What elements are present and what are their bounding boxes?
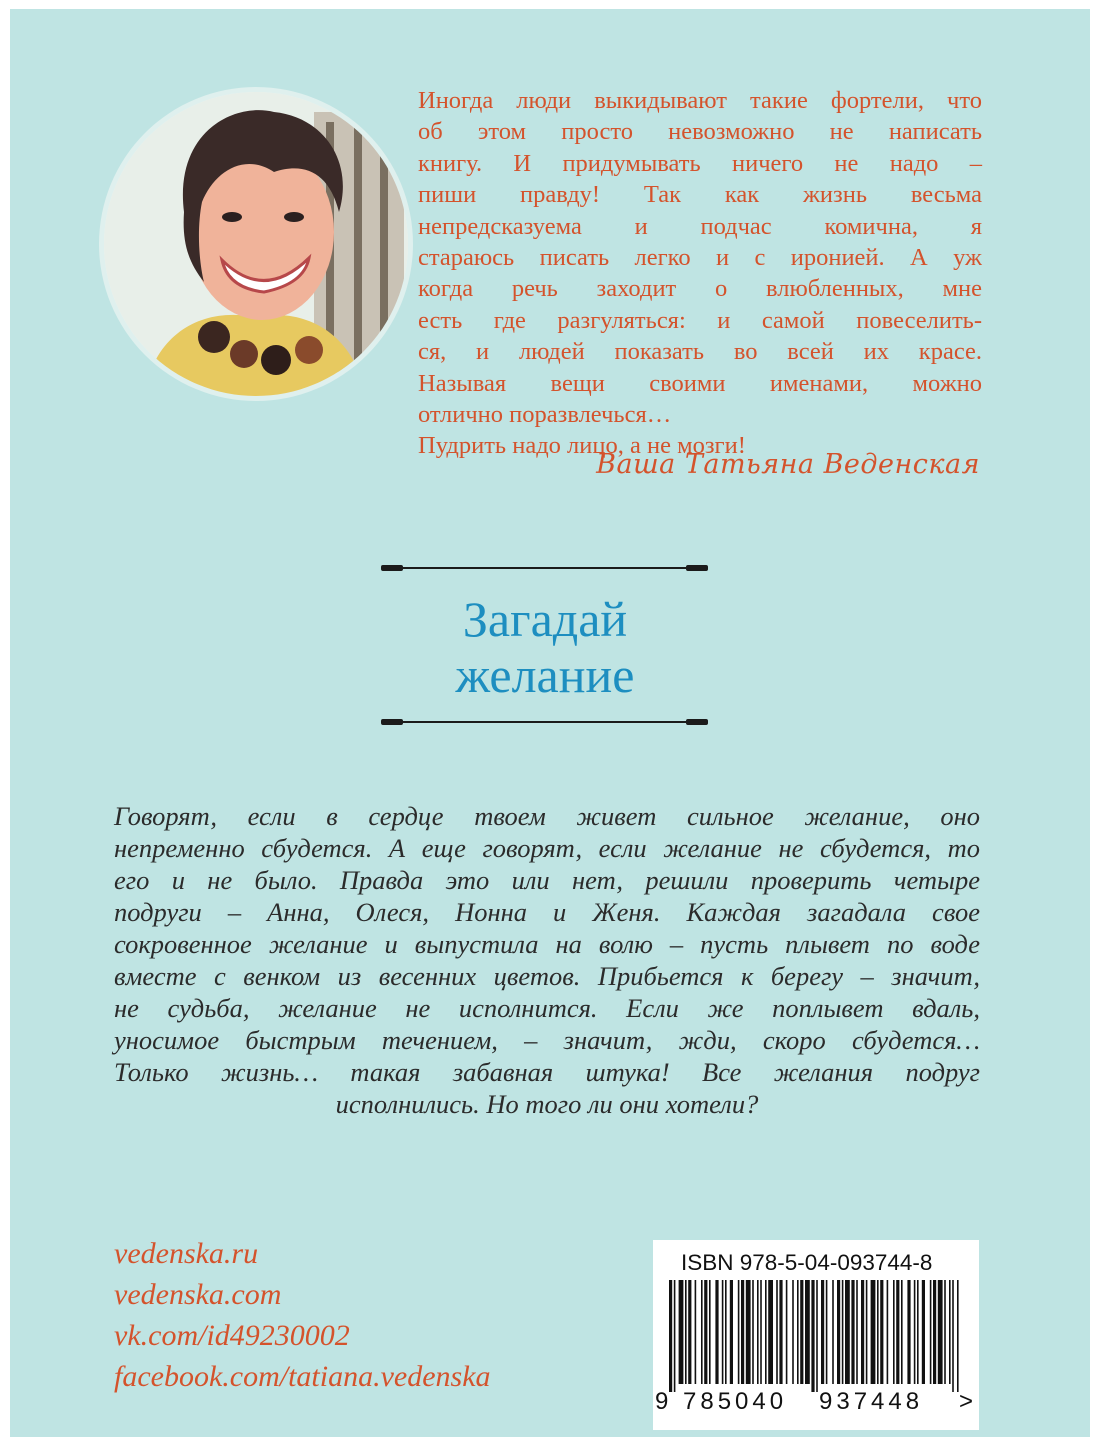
link-facebook[interactable]: facebook.com/tatiana.vedenska	[114, 1360, 491, 1393]
book-title	[340, 591, 750, 703]
description-line: уносимое быстрым течением, – значит, жди, скоро сбудется…	[114, 1025, 980, 1055]
quote-line: об этом просто невозможно не написать	[418, 118, 982, 146]
link-vk[interactable]: vk.com/id49230002	[114, 1319, 350, 1352]
barcode-digit-first: 9	[655, 1388, 669, 1415]
description-line: подруги – Анна, Олеся, Нонна и Женя. Каждая загадала свое	[114, 897, 980, 927]
description-line: непременно сбудется. А еще говорят, если желание не сбудется, то	[114, 833, 980, 863]
quote-line: Пудрить надо лицо, а не мозги!	[418, 432, 746, 460]
author-signature: Ваша Татьяна Веденская	[596, 449, 980, 480]
quote-line: непредсказуема и подчас комична, я	[418, 212, 982, 240]
book-back-cover	[10, 9, 1090, 1437]
description-line: Говорят, если в сердце твоем живет сильное желание, оно	[114, 801, 980, 831]
author-quote	[418, 85, 982, 462]
author-links	[114, 1233, 491, 1397]
description-line: вместе с венком из весенних цветов. Прибьется к берегу – значит,	[114, 961, 980, 991]
quote-line: Иногда люди выкидывают такие фортели, что	[418, 87, 982, 114]
author-photo	[104, 92, 408, 396]
quote-line: ся, и людей показать во всей их красе.	[418, 338, 982, 366]
barcode-bars	[667, 1280, 965, 1392]
quote-line: есть где разгуляться: и самой повеселить-	[418, 306, 982, 334]
quote-line: стараюсь писать легко и с иронией. А уж	[418, 244, 982, 272]
description-line: его и не было. Правда это или нет, решили проверить четыре	[114, 865, 980, 895]
quote-line: когда речь заходит о влюбленных, мне	[418, 275, 982, 303]
description-line: не судьба, желание не исполнится. Если же поплывет вдаль,	[114, 993, 980, 1023]
quote-line: Называя вещи своими именами, можно	[418, 369, 982, 397]
book-title-line: Загадай	[462, 591, 628, 647]
isbn-barcode	[653, 1240, 979, 1430]
title-divider-top	[381, 565, 708, 571]
quote-line: книгу. И придумывать ничего не надо –	[418, 149, 982, 177]
description-line: сокровенное желание и выпустила на волю – пусть плывет по воде	[114, 929, 980, 959]
barcode-digits-left: 785040	[683, 1388, 788, 1415]
isbn-label: ISBN 978-5-04-093744-8	[681, 1250, 933, 1275]
title-divider-bottom	[381, 719, 708, 725]
quote-line: отлично поразвлечься…	[418, 401, 672, 429]
book-description	[114, 800, 980, 1120]
barcode-end-mark: >	[959, 1388, 974, 1415]
description-line: Только жизнь… такая забавная штука! Все желания подруг	[114, 1057, 980, 1087]
barcode-digits-right: 937448	[819, 1388, 924, 1415]
link-vedenska-com[interactable]: vedenska.com	[114, 1278, 282, 1311]
description-line: исполнились. Но того ли они хотели?	[335, 1089, 759, 1119]
quote-line: пиши правду! Так как жизнь весьма	[418, 181, 982, 209]
book-title-line: желание	[455, 647, 635, 703]
link-vedenska-ru[interactable]: vedenska.ru	[114, 1237, 259, 1270]
